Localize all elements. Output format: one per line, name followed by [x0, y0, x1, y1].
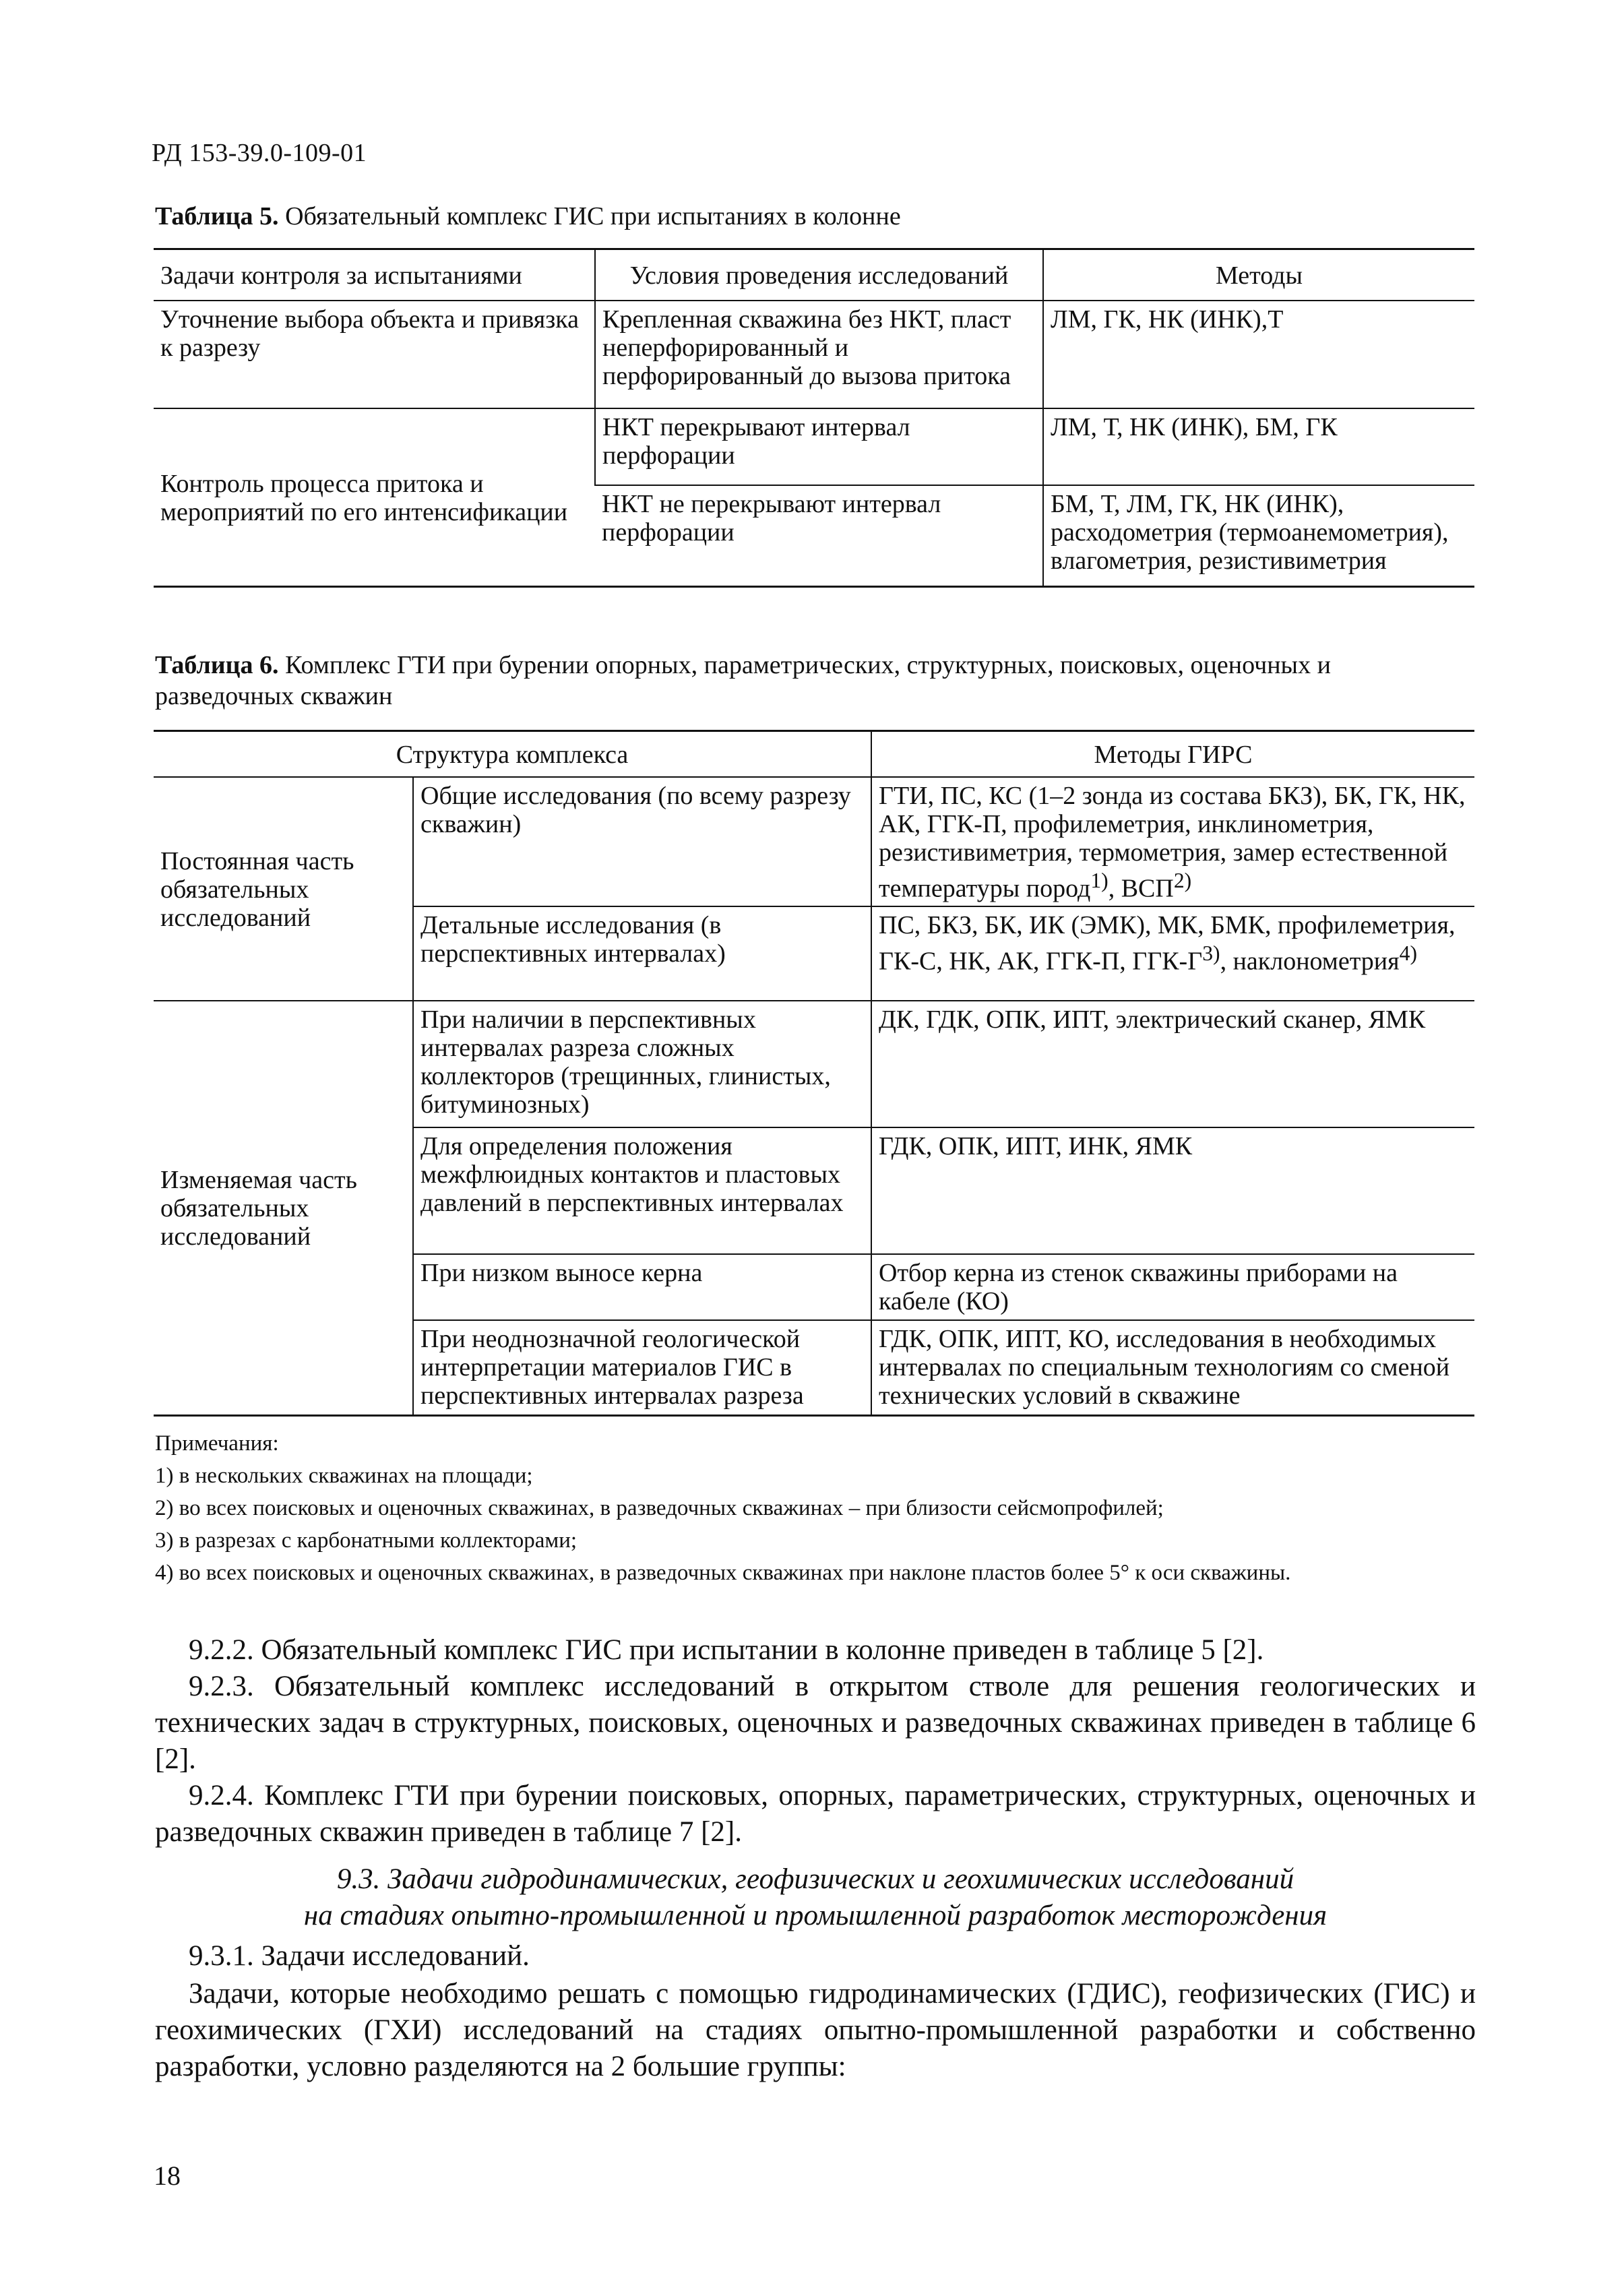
table5-task-cell: Контроль процесса притока и мероприятий по его интенсификации: [154, 408, 595, 586]
table5: [154, 248, 1474, 588]
note-item: 1) в нескольких скважинах на площади;: [155, 1464, 533, 1488]
methods-text: , наклонометрия: [1220, 947, 1400, 976]
table5-methods-cell: ЛМ, ГК, НК (ИНК),Т: [1043, 301, 1474, 408]
table-row: [154, 1001, 1474, 1127]
table6-type-cell: Общие исследования (по всему разрезу скважин): [413, 777, 871, 906]
table5-col-header: Методы: [1043, 249, 1474, 301]
methods-text: ПС, БКЗ, БК, ИК (ЭМК), МК, БМК, профилеметрия, ГК-С, НК, АК, ГГК-П, ГГК-Г: [879, 910, 1456, 976]
table5-conditions-cell: Крепленная скважина без НКТ, пласт неперфорированный и перфорированный до вызова притока: [595, 301, 1043, 408]
table6-methods-cell: ДК, ГДК, ОПК, ИПТ, электрический сканер, ЯМК: [871, 1001, 1474, 1127]
table6-group-cell: Постоянная часть обязательных исследований: [154, 777, 413, 1001]
table5-caption: [155, 201, 901, 232]
table5-title: Обязательный комплекс ГИС при испытаниях в колонне: [285, 202, 901, 230]
footnote-ref: 1): [1090, 869, 1108, 892]
table6-type-cell: Детальные исследования (в перспективных интервалах): [413, 906, 871, 1001]
table5-conditions-cell: НКТ не перекрывают интервал перфорации: [595, 485, 1043, 586]
table6-header-row: [154, 731, 1474, 778]
table6-col-header: Методы ГИРС: [871, 731, 1474, 778]
table6-type-cell: При неоднозначной геологической интерпретации материалов ГИС в перспективных интервалах разреза: [413, 1320, 871, 1416]
paragraph-9-3-1: 9.3.1. Задачи исследований.: [189, 1940, 530, 1972]
table5-task-cell: Уточнение выбора объекта и привязка к разрезу: [154, 301, 595, 408]
table6-type-cell: При наличии в перспективных интервалах разреза сложных коллекторов (трещинных, глинистых, битуминозных): [413, 1001, 871, 1127]
table6-label: Таблица 6.: [155, 651, 279, 679]
footnote-ref: 2): [1173, 869, 1192, 892]
note-item: 4) во всех поисковых и оценочных скважинах, в разведочных скважинах при наклоне пластов более 5° к оси скважины.: [155, 1561, 1291, 1585]
page-number: 18: [154, 2161, 181, 2191]
section-heading-line: 9.3. Задачи гидродинамических, геофизических и геохимических исследований: [336, 1863, 1294, 1895]
methods-text: ГТИ, ПС, КС (1–2 зонда из состава БКЗ), БК, ГК, НК, АК, ГГК-П, профилеметрия, инклинометрия, резистивиметрия, термометрия, замер естественной температуры пород: [879, 782, 1466, 903]
section-heading-9-3: [155, 1861, 1476, 1934]
notes-title: Примечания:: [155, 1431, 279, 1456]
table5-methods-cell: ЛМ, Т, НК (ИНК), БМ, ГК: [1043, 408, 1474, 485]
table-row: [154, 777, 1474, 906]
note-item: 2) во всех поисковых и оценочных скважинах, в разведочных скважинах – при близости сейсмопрофилей;: [155, 1496, 1164, 1520]
table6-col-header: Структура комплекса: [396, 741, 629, 769]
paragraph-9-3-1-text: Задачи, которые необходимо решать с помощью гидродинамических (ГДИС), геофизических (ГИС) и геохимических (ГХИ) исследований на стадиях опытно-промышленной разработки и собственно разработки, условно разделяются на 2 большие группы:: [155, 1978, 1476, 2082]
table6-type-cell: При низком выносе керна: [413, 1254, 871, 1320]
table6-methods-cell: ГДК, ОПК, ИПТ, КО, исследования в необходимых интервалах по специальным технологиям со сменой технических условий в скважине: [871, 1320, 1474, 1416]
paragraph-9-2-4: 9.2.4. Комплекс ГТИ при бурении поисковых, опорных, параметрических, структурных, оценочных и разведочных скважин приведен в таблице 7 [2].: [155, 1780, 1476, 1848]
table6-title: Комплекс ГТИ при бурении опорных, параметрических, структурных, поисковых, оценочных и разведочных скважин: [155, 651, 1331, 710]
table5-col-header: Задачи контроля за испытаниями: [160, 261, 522, 290]
table5-col-header: Условия проведения исследований: [595, 249, 1043, 301]
footnote-ref: 3): [1202, 941, 1220, 965]
table6-methods-cell: [871, 777, 1474, 906]
paragraph-9-2-2: 9.2.2. Обязательный комплекс ГИС при испытании в колонне приведен в таблице 5 [2].: [189, 1634, 1264, 1666]
table5-conditions-cell: НКТ перекрывают интервал перфорации: [595, 408, 1043, 485]
table6-methods-cell: Отбор керна из стенок скважины приборами на кабеле (КО): [871, 1254, 1474, 1320]
table5-label: Таблица 5.: [155, 202, 279, 230]
table5-header-row: [154, 249, 1474, 301]
table6-methods-cell: [871, 906, 1474, 1001]
table5-methods-cell: БМ, Т, ЛМ, ГК, НК (ИНК), расходометрия (термоанемометрия), влагометрия, резистивиметрия: [1043, 485, 1474, 586]
methods-text: , ВСП: [1108, 874, 1174, 903]
paragraph-9-2-3: 9.2.3. Обязательный комплекс исследований в открытом стволе для решения геологических и технических задач в структурных, поисковых, оценочных и разведочных скважинах приведен в таблице 6 [2].: [155, 1671, 1476, 1775]
note-item: 3) в разрезах с карбонатными коллекторами;: [155, 1528, 577, 1553]
footnote-ref: 4): [1399, 941, 1417, 965]
table-row: [154, 408, 1474, 485]
table6-methods-cell: ГДК, ОПК, ИПТ, ИНК, ЯМК: [871, 1127, 1474, 1254]
document-code: РД 153-39.0-109-01: [152, 139, 367, 167]
table6-caption: [155, 650, 1476, 712]
table6-type-cell: Для определения положения межфлюидных контактов и пластовых давлений в перспективных интервалах: [413, 1127, 871, 1254]
table6-group-cell: Изменяемая часть обязательных исследований: [154, 1001, 413, 1416]
table6-notes: [155, 1427, 1290, 1589]
section-heading-line: на стадиях опытно-промышленной и промышленной разработок месторождения: [303, 1900, 1328, 1931]
table-row: [154, 301, 1474, 408]
table6: [154, 730, 1474, 1417]
